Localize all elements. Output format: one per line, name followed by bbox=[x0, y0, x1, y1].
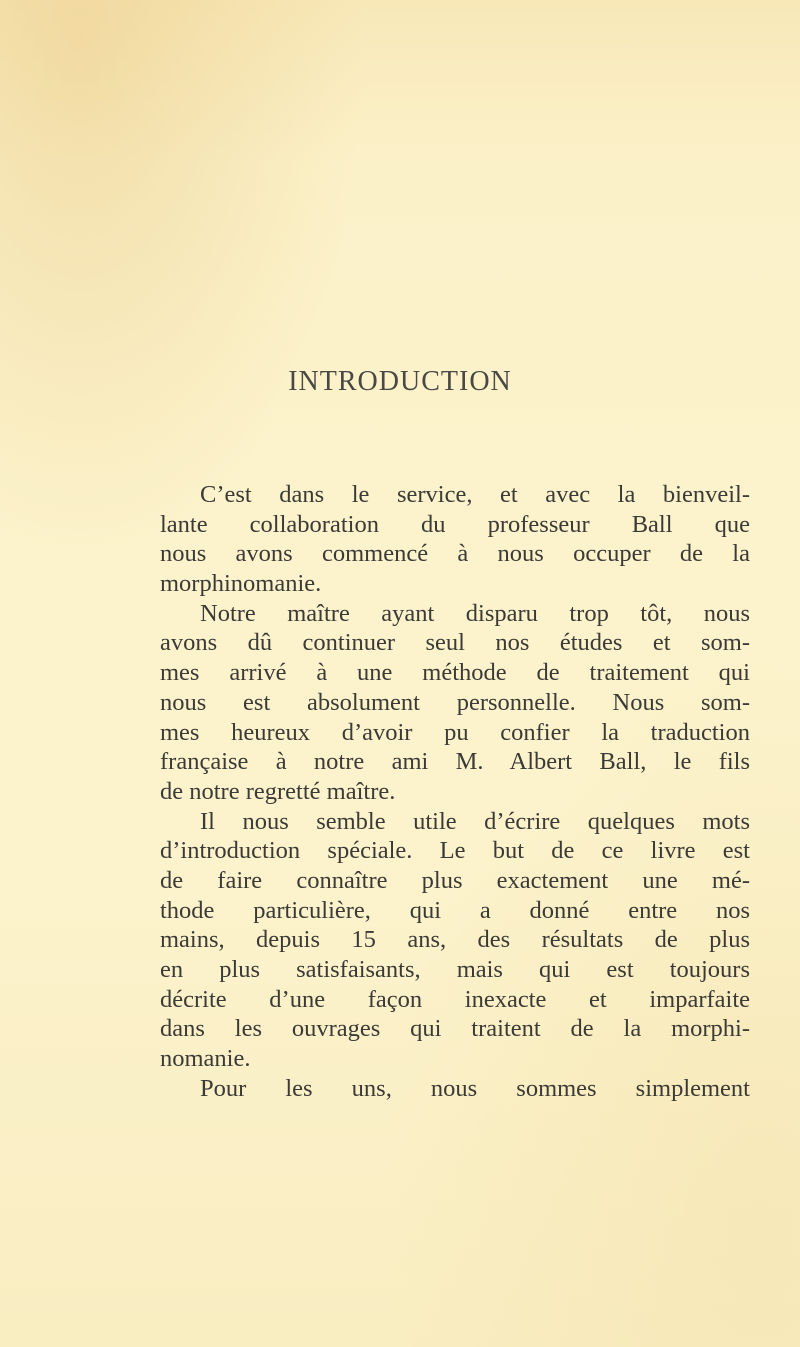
text-line: thode particulière, qui a donné entre nos bbox=[160, 896, 750, 924]
text-line: nous est absolument personnelle. Nous som- bbox=[160, 688, 750, 716]
text-line: dans les ouvrages qui traitent de la morphi- bbox=[160, 1015, 750, 1043]
text-line: mains, depuis 15 ans, des résultats de plus bbox=[160, 926, 750, 954]
text-line: mes arrivé à une méthode de traitement qui bbox=[160, 659, 750, 687]
chapter-heading: INTRODUCTION bbox=[288, 366, 512, 397]
text-line: C’est dans le service, et avec la bienveil- bbox=[200, 481, 750, 508]
text-line: lante collaboration du professeur Ball que bbox=[160, 510, 750, 538]
text-line: nous avons commencé à nous occuper de la bbox=[160, 540, 750, 568]
text-line: d’introduction spéciale. Le but de ce livre est bbox=[160, 837, 750, 865]
text-line: Pour les uns, nous sommes simplement bbox=[200, 1074, 750, 1102]
text-line: morphinomanie. bbox=[160, 570, 322, 598]
text-line: nomanie. bbox=[160, 1045, 251, 1073]
body-text bbox=[160, 480, 750, 1103]
text-line: mes heureux d’avoir pu confier la traduction bbox=[160, 718, 750, 746]
text-line: décrite d’une façon inexacte et imparfaite bbox=[160, 985, 750, 1013]
text-line: de faire connaître plus exactement une mé- bbox=[160, 866, 750, 894]
text-line: avons dû continuer seul nos études et som- bbox=[160, 629, 750, 657]
text-line: française à notre ami M. Albert Ball, le fils bbox=[160, 748, 750, 776]
text-line: de notre regretté maître. bbox=[160, 777, 396, 805]
text-line: Il nous semble utile d’écrire quelques mots bbox=[200, 807, 750, 835]
text-line: en plus satisfaisants, mais qui est toujours bbox=[160, 956, 750, 983]
text-line: Notre maître ayant disparu trop tôt, nous bbox=[200, 599, 750, 627]
